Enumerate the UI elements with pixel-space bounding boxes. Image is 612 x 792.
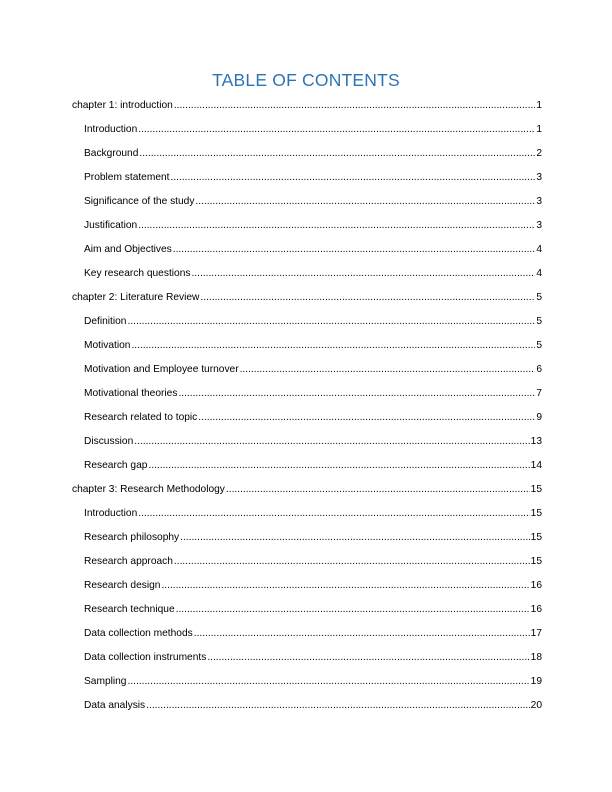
toc-page-number: 3 xyxy=(536,220,542,231)
toc-section-entry[interactable] xyxy=(72,409,542,433)
toc-page-number: 3 xyxy=(536,196,542,207)
toc-page-number: 4 xyxy=(536,268,542,279)
toc-page-number: 1 xyxy=(536,100,542,111)
toc-dot-leader xyxy=(194,625,530,643)
toc-section-entry[interactable] xyxy=(72,457,542,481)
toc-section-entry[interactable] xyxy=(72,601,542,625)
toc-page-number: 6 xyxy=(536,364,542,375)
toc-dot-leader xyxy=(178,385,535,403)
toc-section-entry[interactable] xyxy=(72,385,542,409)
toc-page-number: 7 xyxy=(536,388,542,399)
toc-section-entry[interactable] xyxy=(72,433,542,457)
toc-dot-leader xyxy=(226,481,530,499)
toc-entry-title: Research related to topic xyxy=(84,412,198,423)
toc-section-entry[interactable] xyxy=(72,625,542,649)
toc-page-number: 1 xyxy=(536,124,542,135)
toc-section-entry[interactable] xyxy=(72,649,542,673)
toc-page-number: 16 xyxy=(530,604,542,615)
toc-entry-title: Introduction xyxy=(84,508,138,519)
toc-dot-leader xyxy=(195,193,535,211)
toc-entry-title: Motivation and Employee turnover xyxy=(84,364,239,375)
toc-chapter-entry[interactable] xyxy=(72,481,542,505)
toc-page-number: 18 xyxy=(530,652,542,663)
toc-dot-leader xyxy=(146,697,530,715)
toc-dot-leader xyxy=(207,649,529,667)
toc-section-entry[interactable] xyxy=(72,577,542,601)
toc-section-entry[interactable] xyxy=(72,217,542,241)
toc-section-entry[interactable] xyxy=(72,265,542,289)
toc-page-number: 15 xyxy=(530,532,542,543)
toc-entry-title: Research philosophy xyxy=(84,532,180,543)
toc-entry-title: Research approach xyxy=(84,556,173,567)
toc-entry-title: Research design xyxy=(84,580,161,591)
toc-page-number: 2 xyxy=(536,148,542,159)
toc-entry-title: Key research questions xyxy=(84,268,191,279)
toc-section-entry[interactable] xyxy=(72,673,542,697)
toc-section-entry[interactable] xyxy=(72,121,542,145)
toc-chapter-entry[interactable] xyxy=(72,97,542,121)
toc-section-entry[interactable] xyxy=(72,313,542,337)
toc-dot-leader xyxy=(138,217,535,235)
toc-dot-leader xyxy=(139,145,535,163)
toc-entry-title: Discussion xyxy=(84,436,134,447)
toc-page-number: 15 xyxy=(530,484,542,495)
toc-entry-title: Data analysis xyxy=(84,700,146,711)
toc-dot-leader xyxy=(127,313,535,331)
toc-entry-title: Motivational theories xyxy=(84,388,178,399)
toc-dot-leader xyxy=(138,121,535,139)
toc-dot-leader xyxy=(173,241,536,259)
toc-dot-leader xyxy=(127,673,529,691)
toc-dot-leader xyxy=(138,505,529,523)
toc-entry-title: chapter 3: Research Methodology xyxy=(72,484,225,495)
toc-page-number: 9 xyxy=(536,412,542,423)
toc-page-number: 4 xyxy=(536,244,542,255)
toc-chapter-entry[interactable] xyxy=(72,289,542,313)
toc-entry-title: Background xyxy=(84,148,139,159)
toc-entry-title: Sampling xyxy=(84,676,127,687)
toc-section-entry[interactable] xyxy=(72,361,542,385)
toc-dot-leader xyxy=(198,409,535,427)
toc-page-number: 3 xyxy=(536,172,542,183)
toc-page-number: 5 xyxy=(536,340,542,351)
toc-entry-title: Problem statement xyxy=(84,172,170,183)
toc-entry-title: Significance of the study xyxy=(84,196,195,207)
toc-dot-leader xyxy=(161,577,529,595)
toc-page-number: 14 xyxy=(530,460,542,471)
toc-entry-title: chapter 2: Literature Review xyxy=(72,292,200,303)
toc-section-entry[interactable] xyxy=(72,697,542,721)
toc-title: TABLE OF CONTENTS xyxy=(212,70,400,90)
toc-page-number: 17 xyxy=(530,628,542,639)
toc-section-entry[interactable] xyxy=(72,193,542,217)
toc-section-entry[interactable] xyxy=(72,337,542,361)
toc-dot-leader xyxy=(240,361,536,379)
toc-dot-leader xyxy=(131,337,535,355)
toc-dot-leader xyxy=(191,265,535,283)
toc-dot-leader xyxy=(134,433,529,451)
toc-section-entry[interactable] xyxy=(72,169,542,193)
toc-entry-title: Data collection methods xyxy=(84,628,193,639)
toc-entry-title: Research technique xyxy=(84,604,175,615)
toc-page-number: 15 xyxy=(530,508,542,519)
toc-section-entry[interactable] xyxy=(72,505,542,529)
toc-entry-title: Justification xyxy=(84,220,138,231)
toc-entry-title: Motivation xyxy=(84,340,131,351)
toc-entry-title: Data collection instruments xyxy=(84,652,207,663)
toc-dot-leader xyxy=(200,289,535,307)
toc-entry-title: Introduction xyxy=(84,124,138,135)
toc-page-number: 5 xyxy=(536,292,542,303)
toc-page-number: 15 xyxy=(530,556,542,567)
toc-page-number: 16 xyxy=(530,580,542,591)
toc-section-entry[interactable] xyxy=(72,529,542,553)
toc-dot-leader xyxy=(148,457,529,475)
toc-list xyxy=(72,97,542,721)
toc-dot-leader xyxy=(180,529,530,547)
toc-page-number: 19 xyxy=(530,676,542,687)
toc-dot-leader xyxy=(174,97,536,115)
toc-page-number: 5 xyxy=(536,316,542,327)
toc-page-number: 13 xyxy=(530,436,542,447)
toc-page-number: 20 xyxy=(530,700,542,711)
toc-entry-title: Research gap xyxy=(84,460,148,471)
toc-dot-leader xyxy=(174,553,530,571)
toc-section-entry[interactable] xyxy=(72,553,542,577)
toc-dot-leader xyxy=(176,601,530,619)
toc-entry-title: chapter 1: introduction xyxy=(72,100,173,111)
toc-section-entry[interactable] xyxy=(72,241,542,265)
toc-dot-leader xyxy=(171,169,536,187)
toc-entry-title: Aim and Objectives xyxy=(84,244,172,255)
toc-section-entry[interactable] xyxy=(72,145,542,169)
toc-entry-title: Definition xyxy=(84,316,127,327)
